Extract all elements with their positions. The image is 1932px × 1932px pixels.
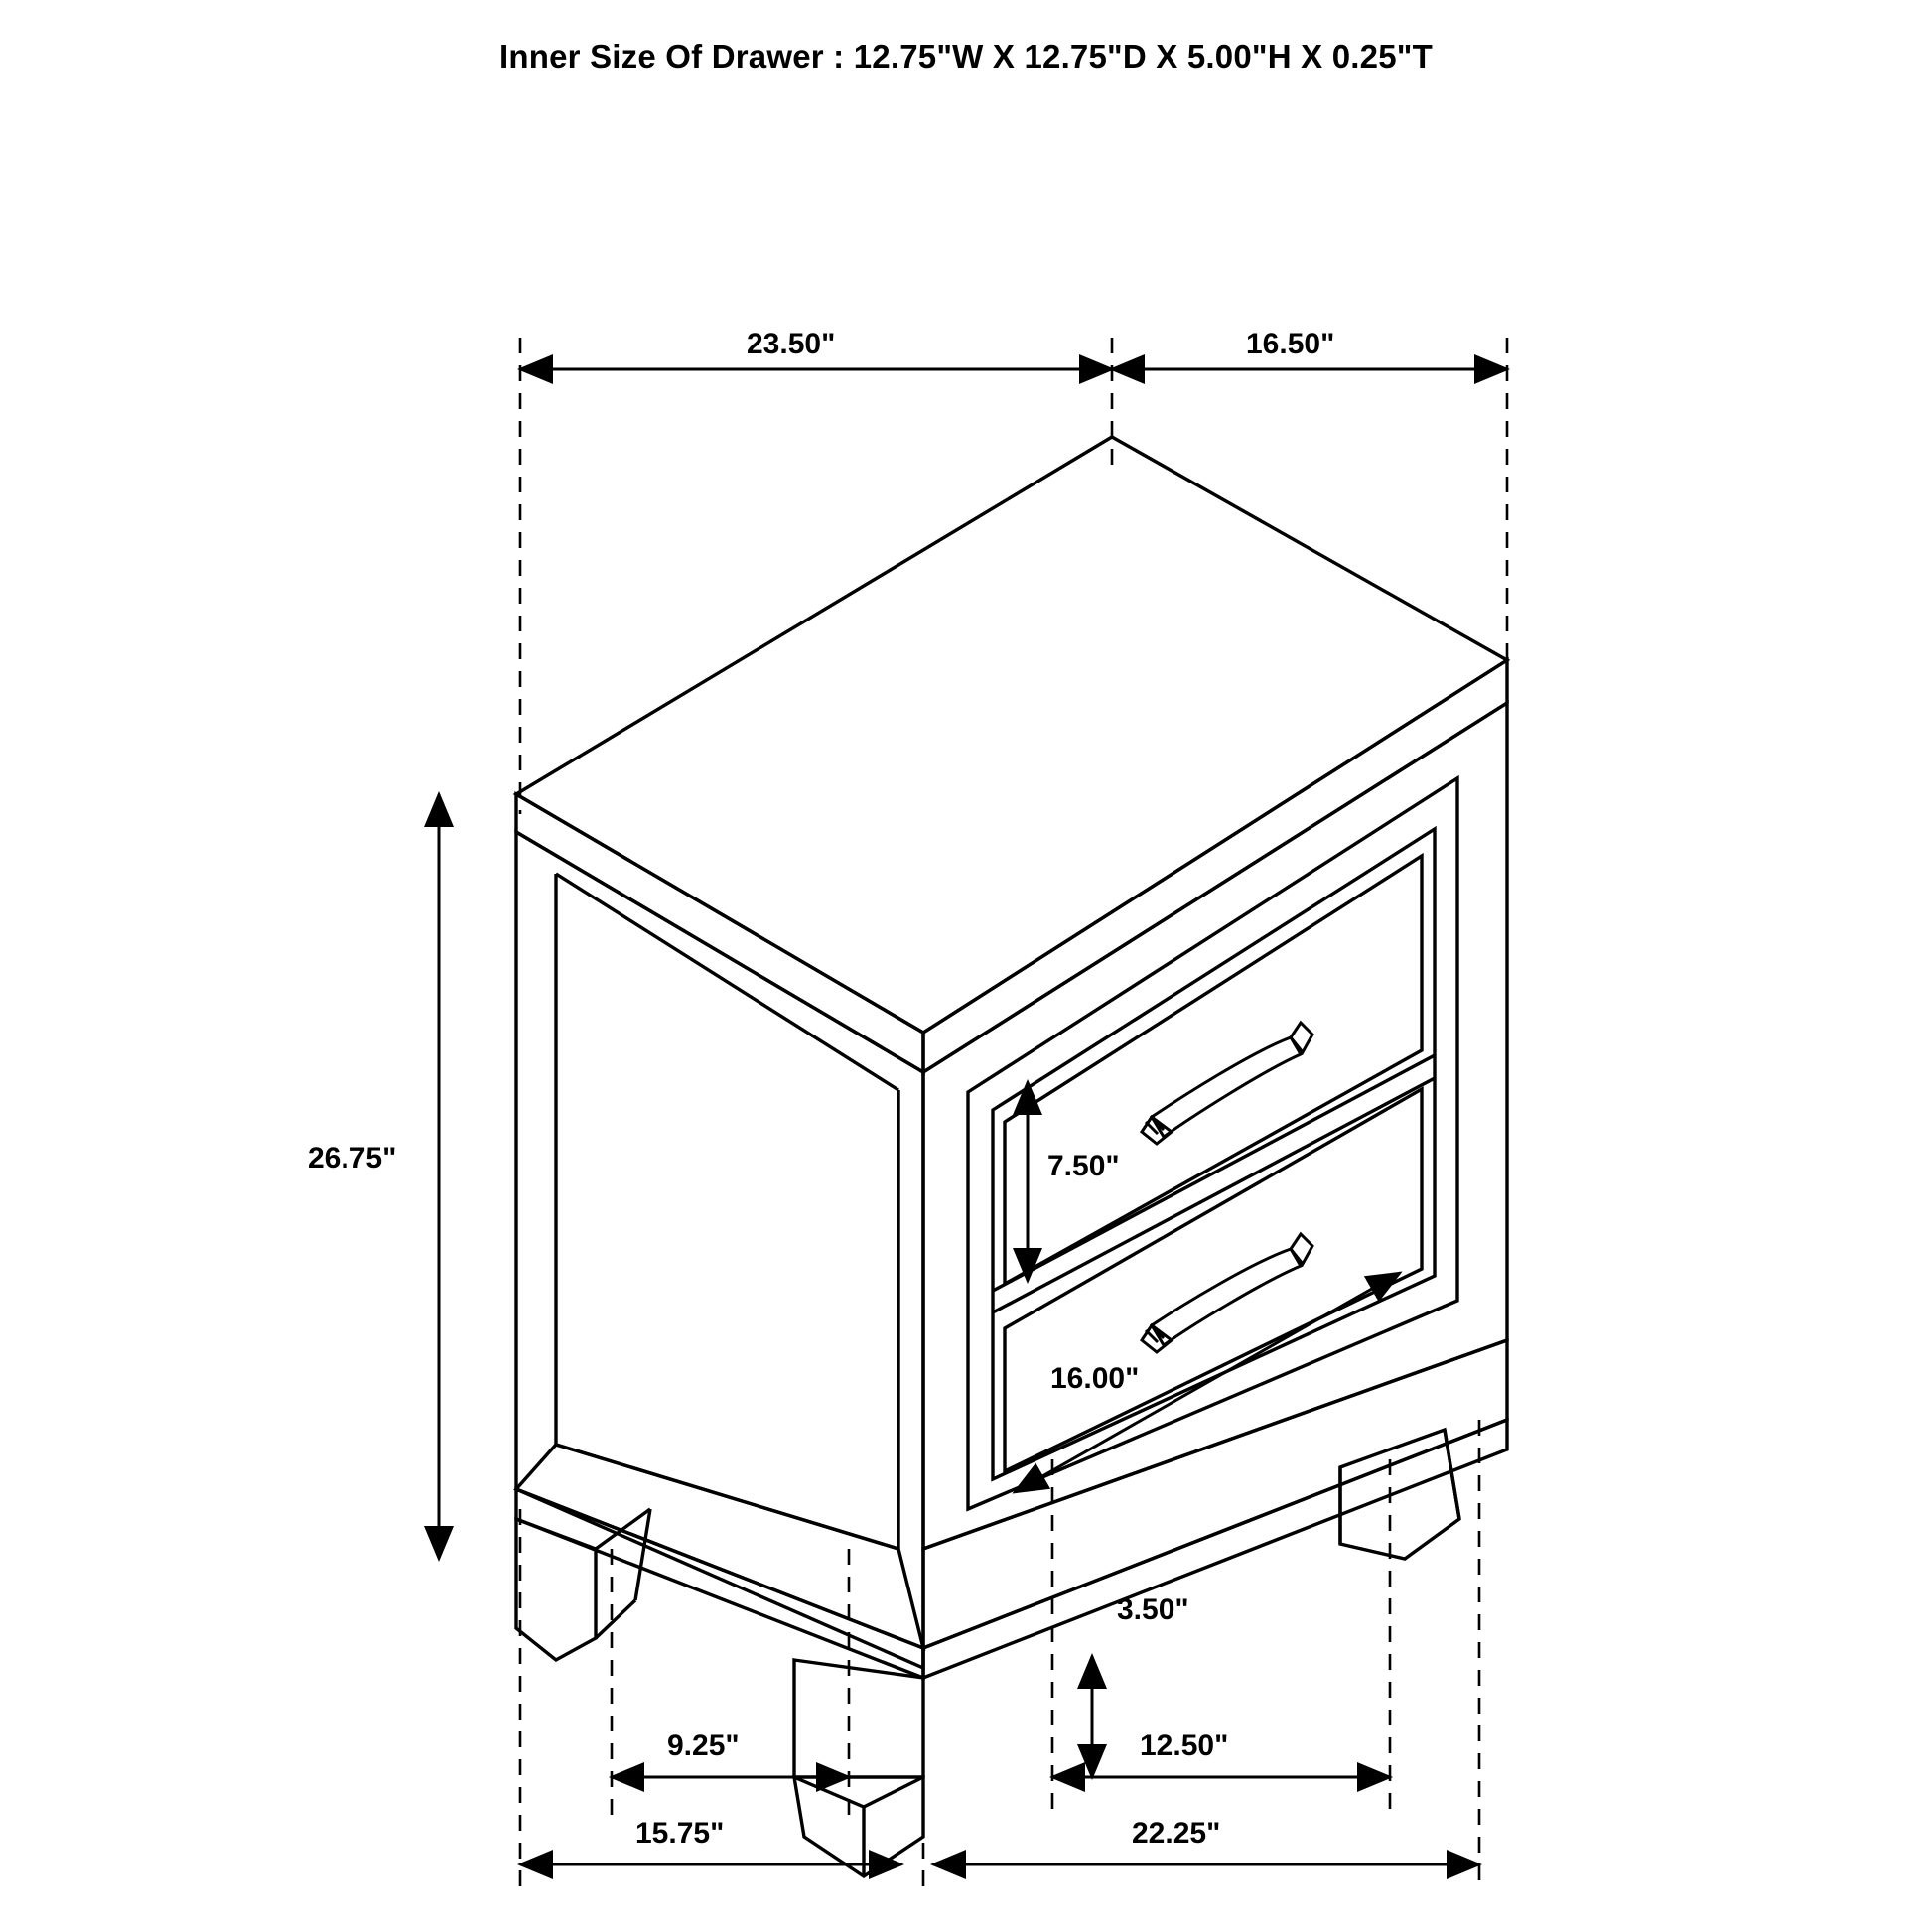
dim-label-leg-height: 3.50": [1117, 1593, 1189, 1626]
dim-label-drawer-height: 7.50": [1047, 1150, 1120, 1182]
dim-label-drawer-width: 16.00": [1050, 1362, 1140, 1395]
cabinet-outline: [516, 437, 1507, 1876]
dim-label-top-width: 23.50": [747, 328, 836, 360]
dim-label-base-left: 15.75": [635, 1817, 725, 1850]
extension-lines: [520, 338, 1507, 1886]
dimension-lines: [439, 369, 1507, 1864]
dim-label-foot-left-inner: 9.25": [667, 1729, 740, 1762]
dim-label-base-right: 22.25": [1132, 1817, 1221, 1850]
page-title: Inner Size Of Drawer : 12.75"W X 12.75"D X 5.00"H X 0.25"T: [499, 38, 1433, 74]
dim-label-top-depth: 16.50": [1246, 328, 1335, 360]
dim-label-overall-height: 26.75": [308, 1142, 397, 1174]
dim-label-foot-right-inner: 12.50": [1140, 1729, 1229, 1762]
